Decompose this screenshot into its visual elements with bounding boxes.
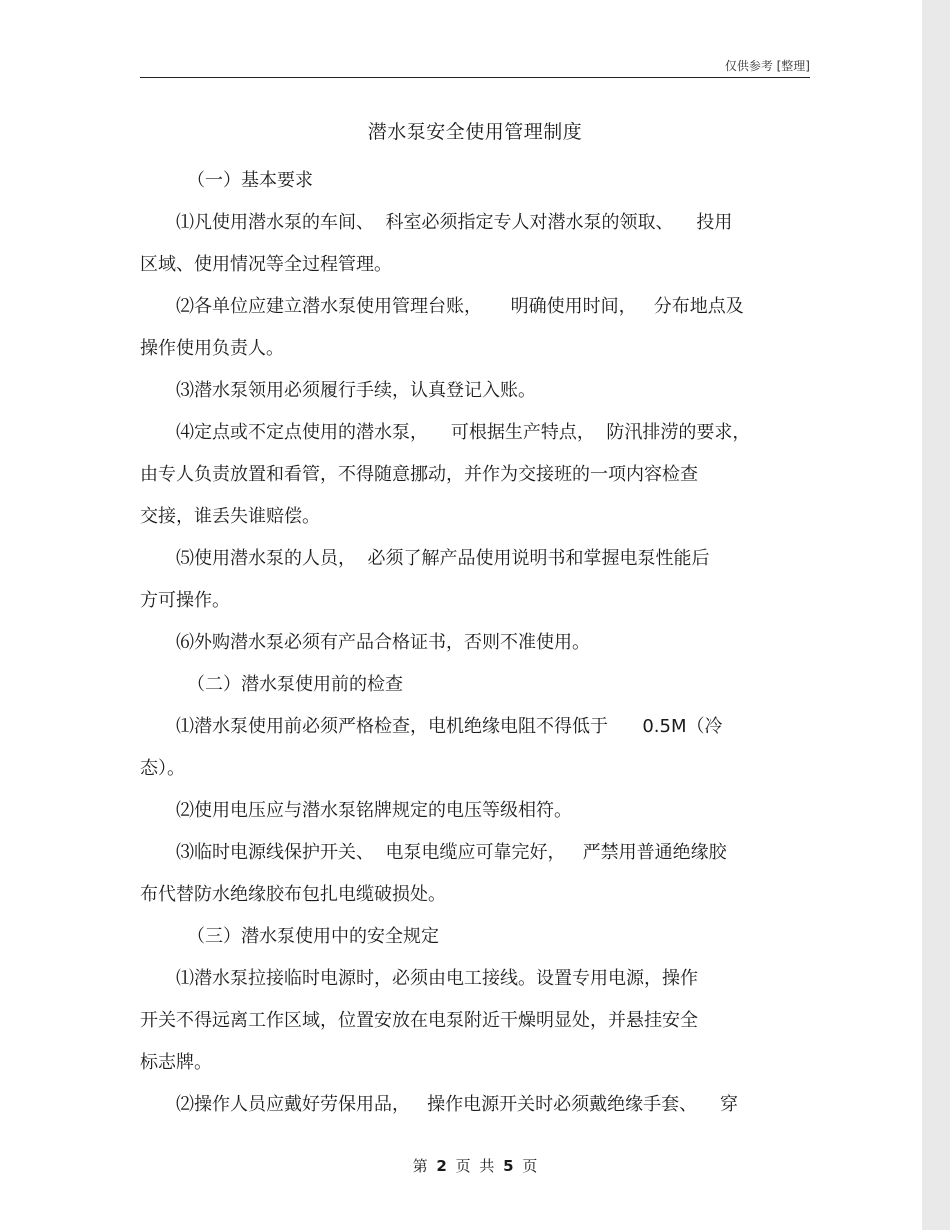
paragraph-line: ⑵使用电压应与潜水泵铭牌规定的电压等级相符。 (176, 800, 572, 821)
paragraph-line: 操作使用负责人。 (140, 338, 284, 359)
paragraph-line: ⑴潜水泵拉接临时电源时，必须由电工接线。设置专用电源，操作 (176, 968, 698, 989)
document-body (140, 160, 810, 1126)
page-footer (0, 1155, 950, 1176)
paragraph-line: ⑷定点或不定点使用的潜水泵， 可根据生产特点， 防汛排涝的要求， (176, 422, 751, 443)
document-title: 潜水泵安全使用管理制度 (367, 121, 583, 143)
paragraph-line: ⑴凡使用潜水泵的车间、 科室必须指定专人对潜水泵的领取、 投用 (176, 212, 733, 233)
section-heading-1: （一）基本要求 (187, 170, 313, 191)
paragraph-line: ⑹外购潜水泵必须有产品合格证书，否则不准使用。 (176, 632, 590, 653)
paragraph-line: ⑵各单位应建立潜水泵使用管理台账， 明确使用时间， 分布地点及 (176, 296, 744, 317)
paragraph-line: 开关不得远离工作区域，位置安放在电泵附近干燥明显处，并悬挂安全 (140, 1010, 698, 1031)
footer-suffix: 页 (522, 1157, 538, 1175)
paragraph-line: 态）。 (140, 758, 185, 779)
footer-prefix: 第 (412, 1157, 428, 1175)
paragraph-line: 方可操作。 (140, 590, 230, 611)
paragraph-line: ⑶潜水泵领用必须履行手续，认真登记入账。 (176, 380, 536, 401)
paragraph-line: 交接，谁丢失谁赔偿。 (140, 506, 320, 527)
paragraph-line: ⑶临时电源线保护开关、 电泵电缆应可靠完好， 严禁用普通绝缘胶 (176, 842, 727, 863)
section-heading-3: （三）潜水泵使用中的安全规定 (187, 926, 439, 947)
paragraph-line: ⑵操作人员应戴好劳保用品， 操作电源开关时必须戴绝缘手套、 穿 (176, 1094, 739, 1115)
paragraph-line: 标志牌。 (140, 1052, 212, 1073)
paragraph-line: ⑴潜水泵使用前必须严格检查，电机绝缘电阻不得低于 0.5M（冷 (176, 716, 723, 737)
paragraph-line: 布代替防水绝缘胶布包扎电缆破损处。 (140, 884, 446, 905)
paragraph-line: 区域、使用情况等全过程管理。 (140, 254, 392, 275)
current-page-number: 2 (436, 1157, 447, 1175)
total-page-count: 5 (503, 1157, 514, 1175)
header-divider (140, 77, 810, 78)
paragraph-line: ⑸使用潜水泵的人员， 必须了解产品使用说明书和掌握电泵性能后 (176, 548, 710, 569)
section-heading-2: （二）潜水泵使用前的检查 (187, 674, 403, 695)
footer-mid: 页 共 (455, 1157, 495, 1175)
header-note: 仅供参考 [整理] (724, 59, 810, 73)
paragraph-line: 由专人负责放置和看管，不得随意挪动，并作为交接班的一项内容检查 (140, 464, 698, 485)
